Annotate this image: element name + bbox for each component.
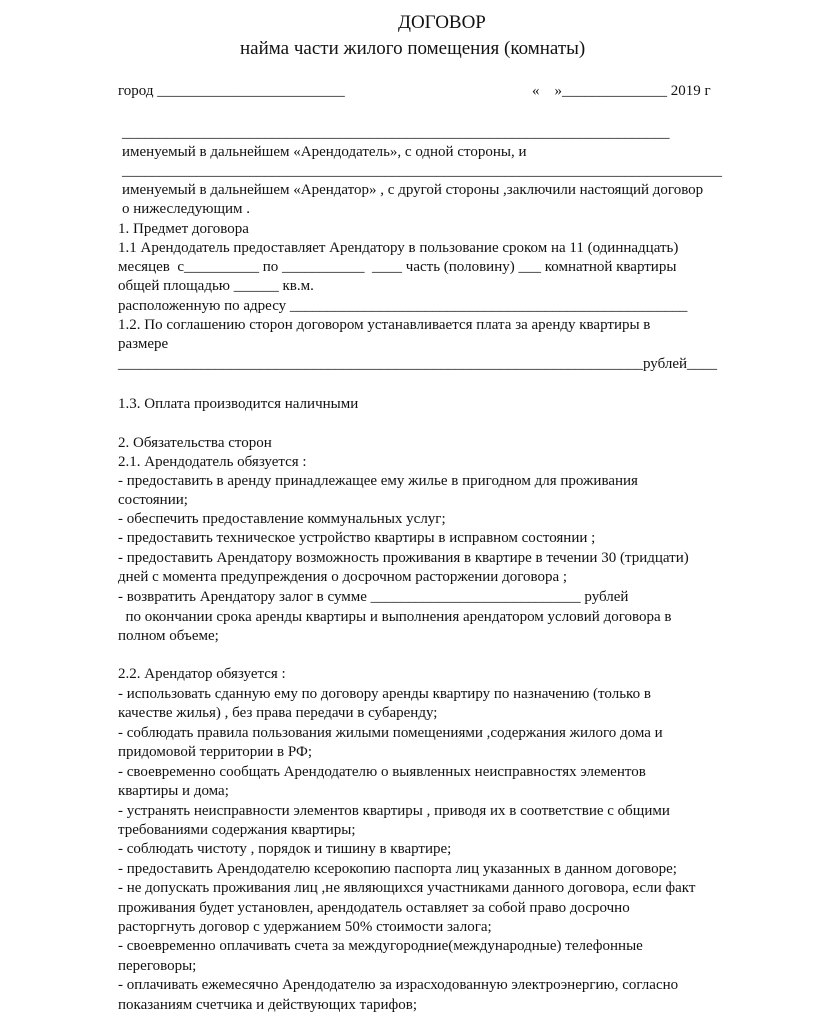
section-heading: 1. Предмет договора — [118, 221, 249, 237]
document-subtitle: найма части жилого помещения (комнаты) — [240, 38, 586, 59]
text-line: полном объеме; — [118, 628, 219, 644]
text-line: переговоры; — [118, 958, 197, 974]
list-item: - своевременно оплачивать счета за междугородние(международные) телефонные — [118, 938, 643, 954]
tenant-name-blank: ________________________________________________________________________________ — [122, 163, 722, 179]
text-line: расторгнуть договор с удержанием 50% стоимости залога; — [118, 919, 492, 935]
text-line: качестве жилья) , без права передачи в субаренду; — [118, 705, 438, 721]
list-item: - устранять неисправности элементов квартиры , приводя их в соответствие с общими — [118, 803, 670, 819]
text-line: о нижеследующим . — [122, 201, 251, 217]
list-item: - оплачивать ежемесячно Арендодателю за израсходованную электроэнергию, согласно — [118, 977, 679, 993]
text-line: проживания будет установлен, арендодатель оставляет за собой право досрочно — [118, 900, 630, 916]
section-heading: 2.1. Арендодатель обязуется : — [118, 454, 307, 470]
text-line: придомовой территории в РФ; — [118, 744, 312, 760]
text-line: месяцев с__________ по ___________ ____ часть (половину) ___ комнатной квартиры — [118, 259, 677, 275]
text-line: расположенную по адресу _____________________________________________________ — [118, 298, 688, 314]
date-field: « »______________ 2019 г — [532, 83, 711, 99]
list-item: - не допускать проживания лиц ,не являющихся участниками данного договора, если факт — [118, 880, 696, 896]
section-heading: 2.2. Арендатор обязуется : — [118, 666, 286, 682]
list-item: - использовать сданную ему по договору аренды квартиру по назначению (только в — [118, 686, 651, 702]
text-line: 1.2. По соглашению сторон договором устанавливается плата за аренду квартиры в — [118, 317, 651, 333]
text-line: ______________________________________________________________________рублей____ — [118, 356, 718, 372]
landlord-name-blank: _________________________________________________________________________ — [122, 125, 670, 141]
text-line: по окончании срока аренды квартиры и выполнения арендатором условий договора в — [118, 609, 672, 625]
list-item: - соблюдать чистоту , порядок и тишину в квартире; — [118, 841, 452, 857]
text-line: общей площадью ______ кв.м. — [118, 278, 314, 294]
list-item: - обеспечить предоставление коммунальных услуг; — [118, 511, 446, 527]
section-heading: 2. Обязательства сторон — [118, 435, 272, 451]
list-item: - возвратить Арендатору залог в сумме ____________________________ рублей — [118, 589, 629, 605]
list-item: - соблюдать правила пользования жилыми помещениями ,содержания жилого дома и — [118, 725, 663, 741]
text-line: дней с момента предупреждения о досрочном расторжении договора ; — [118, 569, 568, 585]
list-item: - предоставить Арендодателю ксерокопию паспорта лиц указанных в данном договоре; — [118, 861, 677, 877]
text-line: именуемый в дальнейшем «Арендатор» , с другой стороны ,заключили настоящий договор — [122, 182, 704, 198]
document-title: ДОГОВОР — [398, 12, 486, 33]
text-line: квартиры и дома; — [118, 783, 229, 799]
text-line: состоянии; — [118, 492, 188, 508]
city-field: город _________________________ — [118, 83, 345, 99]
list-item: - предоставить Арендатору возможность проживания в квартире в течении 30 (тридцати) — [118, 550, 689, 566]
text-line: 1.3. Оплата производится наличными — [118, 396, 359, 412]
list-item: - предоставить техническое устройство квартиры в исправном состоянии ; — [118, 530, 596, 546]
list-item: - своевременно сообщать Арендодателю о выявленных неисправностях элементов — [118, 764, 646, 780]
list-item: - предоставить в аренду принадлежащее ему жилье в пригодном для проживания — [118, 473, 638, 489]
text-line: требованиями содержания квартиры; — [118, 822, 356, 838]
text-line: 1.1 Арендодатель предоставляет Арендатору в пользование сроком на 11 (одиннадцать) — [118, 240, 679, 256]
text-line: показаниям счетчика и действующих тарифов; — [118, 997, 417, 1013]
text-line: именуемый в дальнейшем «Арендодатель», с одной стороны, и — [122, 144, 527, 160]
text-line: размере — [118, 336, 169, 352]
